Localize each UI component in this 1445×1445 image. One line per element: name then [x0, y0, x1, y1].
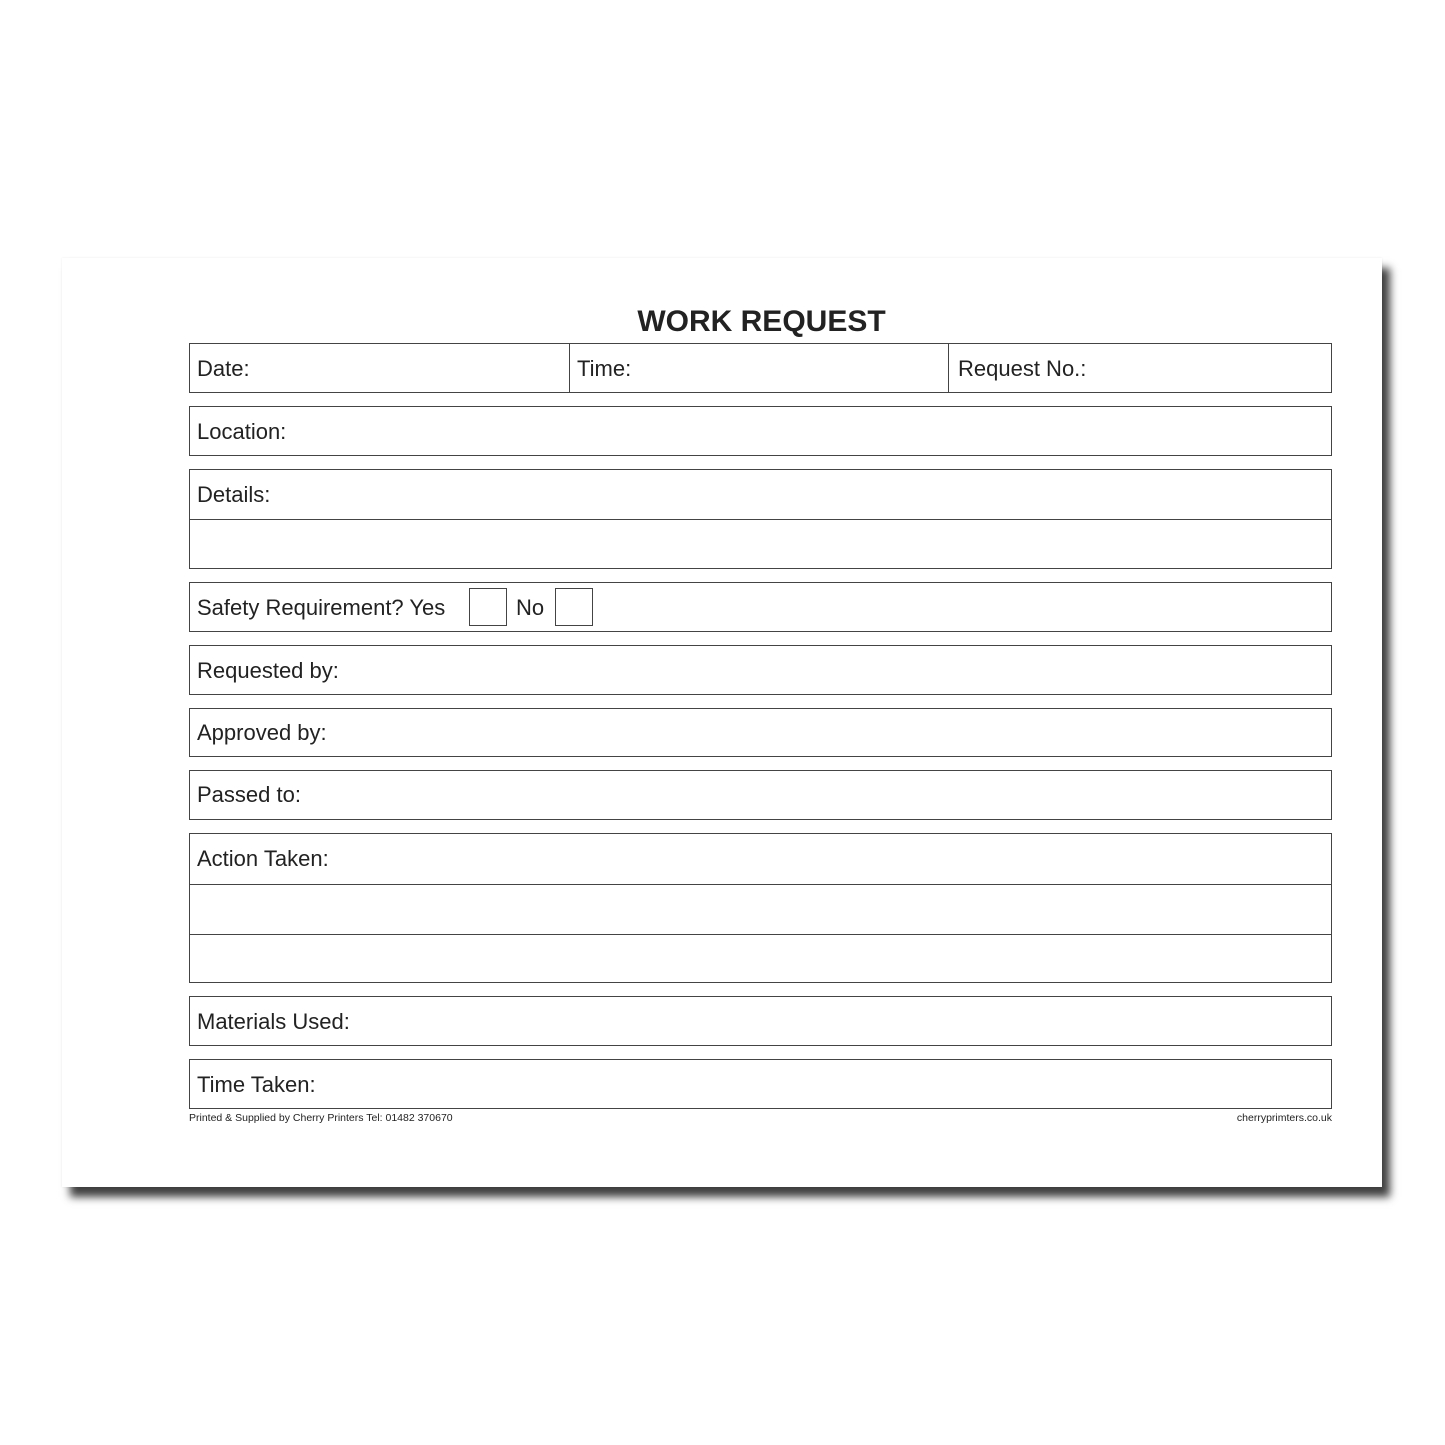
safety-row [189, 582, 1332, 632]
passed-to-label: Passed to: [197, 782, 301, 807]
approved-by-label: Approved by: [197, 720, 327, 745]
time-taken-label: Time Taken: [197, 1072, 316, 1097]
yes-checkbox[interactable] [469, 588, 507, 626]
footer-printer: Printed & Supplied by Cherry Printers Tel: 01482 370670 [189, 1112, 453, 1124]
action-taken-label: Action Taken: [197, 846, 329, 871]
divider [190, 519, 1331, 520]
materials-used-label: Materials Used: [197, 1009, 350, 1034]
footer-website: cherryprimters.co.uk [1236, 1112, 1332, 1124]
safety-label: Safety Requirement? Yes [197, 595, 446, 620]
details-label: Details: [197, 482, 271, 507]
location-field[interactable] [189, 406, 1332, 456]
time-label: Time: [577, 356, 632, 381]
divider [190, 884, 1331, 885]
requested-by-label: Requested by: [197, 658, 339, 683]
time-taken-field[interactable] [189, 1059, 1332, 1109]
request-no-cell[interactable] [948, 344, 1331, 392]
no-label: No [516, 595, 545, 620]
passed-to-field[interactable] [189, 770, 1332, 820]
divider [190, 934, 1331, 935]
approved-by-field[interactable] [189, 708, 1332, 757]
request-no-label: Request No.: [958, 356, 1087, 381]
no-checkbox[interactable] [555, 588, 593, 626]
form-title: WORK REQUEST [637, 305, 886, 338]
requested-by-field[interactable] [189, 645, 1332, 695]
materials-used-field[interactable] [189, 996, 1332, 1046]
action-taken-field[interactable] [189, 833, 1332, 983]
location-label: Location: [197, 419, 287, 444]
time-cell[interactable] [569, 344, 632, 392]
header-row [189, 343, 1332, 393]
date-label: Date: [197, 356, 250, 381]
details-field[interactable] [189, 469, 1332, 569]
